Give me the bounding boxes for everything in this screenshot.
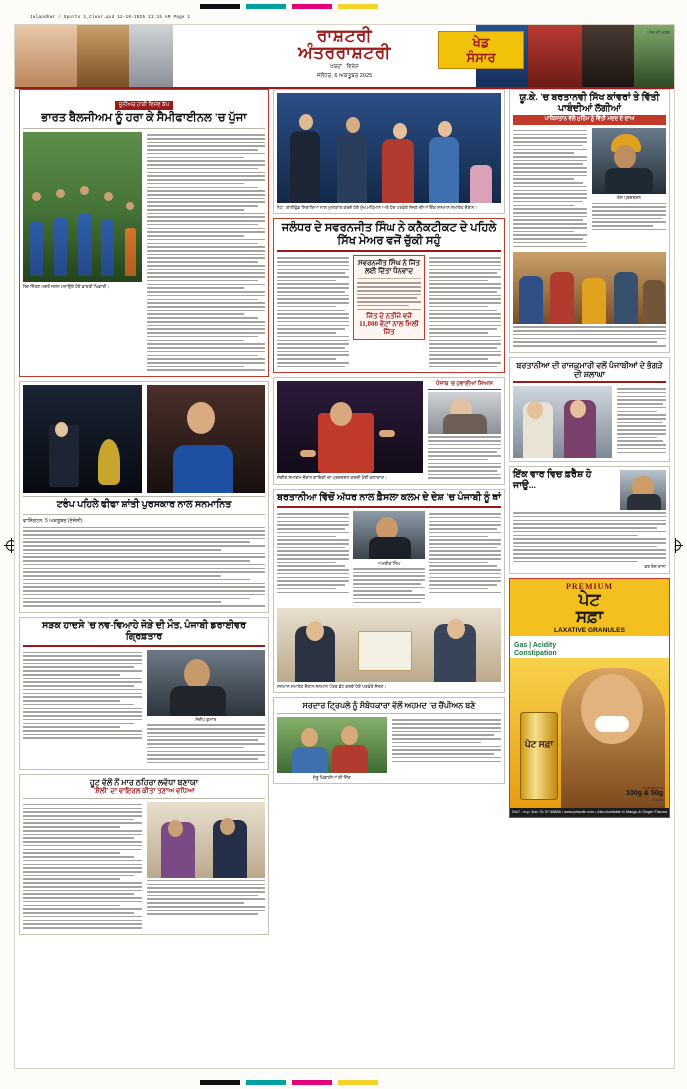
caption-certificate-presentation: ਸਨਮਾਨ ਸਮਾਰੋਹ ਦੌਰਾਨ ਸਨਮਾਨ ਪੱਤਰ ਭੇਂਟ ਕਰਦੇ ਹੋਏ ਪਤਵੰਤੇ ਸੱਜਣ। [277, 683, 387, 689]
print-bar-top [200, 4, 240, 9]
quote-body-mayor [357, 282, 421, 310]
masthead-photo-3 [129, 25, 173, 87]
caption-accused-driver: ਸੰਦੀਪ ਕੁਮਾਰ [195, 717, 217, 723]
ad-pack-size-sub: Packs [652, 796, 663, 802]
photo-princess-meeting [513, 386, 612, 458]
story-spotlight [509, 466, 670, 574]
photo-turbaned-man [592, 128, 666, 194]
story-uk-sanctions [509, 89, 670, 353]
story-fifa-peace-award [19, 381, 269, 612]
headline-uk-sanctions: ਯੂ.ਕੇ. 'ਚ ਬਰਤਾਨਵੀ ਸਿੱਖ ਕਾਂਵਰਾਂ ਤੇ ਵਿੱਤੀ ਪਾਬੰਦੀਆਂ ਲੱਗੀਆਂ [519, 93, 660, 114]
subhead-singer-side: ਪੰਜਾਬ 'ਚ ਹਵਾਈਆਂ ਸਿਆਸ [428, 381, 501, 390]
caption-official-portrait: ਅਮਰੀਕ ਸਿੰਘ [377, 560, 401, 566]
body-text-cricket-1 [23, 804, 142, 929]
caption-singer: ਸੰਗੀਤ ਸਮਾਗਮ ਦੌਰਾਨ ਗਾਇਕੀ ਦਾ ਪ੍ਰਦਰਸ਼ਨ ਕਰਦੀ ਹੋਈ ਕਲਾਕਾਰ। [277, 474, 387, 480]
photo-comedian [620, 470, 666, 510]
photo-certificate-presentation [277, 608, 501, 682]
column-right [509, 89, 670, 818]
masthead-title-line2: ਅੰਤਰਰਾਸ਼ਟਰੀ [298, 43, 391, 62]
headline-road-accident: ਸੜਕ ਹਾਦਸੇ 'ਚ ਨਵ-ਵਿਆਹੇ ਜੋੜੇ ਦੀ ਮੌਤ, ਪੰਜਾਬੀ ਡਰਾਈਵਰ ਗ੍ਰਿਫ਼ਤਾਰ [42, 620, 246, 642]
print-bar-top-4 [338, 4, 378, 9]
story-hockey-lead [19, 89, 269, 377]
masthead-date: ਜਲੰਧਰ, 6 ਅਕਤੂਬਰ 2025 [316, 73, 373, 79]
headline-sikh-mayor: ਜਲੰਧਰ ਦੇ ਸਵਰਨਜੀਤ ਸਿੰਘ ਨੇ ਕਨੈਕਟੀਕਟ ਦੇ ਪਹਿਲੇ ਸਿੱਖ ਮੇਅਰ ਵਜੋਂ ਚੁੱਕੀ ਸਹੁੰ [281, 221, 497, 248]
story-event-photo-top [273, 89, 505, 214]
masthead [15, 25, 674, 89]
body-text-hockey-1 [147, 134, 266, 371]
photo-award-ceremony [277, 93, 501, 203]
masthead-subtitle: ਖ਼ਬਰਾਂ . ਵਿਸ਼ੇਸ਼ [330, 64, 359, 70]
masthead-photo-2 [77, 25, 129, 87]
story-princess-bhangra [509, 357, 670, 462]
print-bar-bottom-4 [338, 1080, 378, 1085]
ad-header [510, 579, 669, 636]
page-sheet [14, 24, 675, 1069]
story-cricket-bottom [19, 774, 269, 935]
headline-cricket-bottom: ਹੂਟ ਵੱਲੋਂ ਨੌਂ ਮਾਰ ਠਹਿਰਾ ਲਵੱਧਾ ਬਣਾਯਾ [89, 777, 199, 787]
photo-couple [147, 802, 266, 878]
masthead-section-flag [438, 31, 524, 69]
ad-brand-line1: ਪੇਟ [578, 589, 601, 609]
print-bar-bottom [200, 1080, 240, 1085]
page-body [15, 89, 674, 1068]
caption-two-athletes: ਜੇਤੂ ਖਿਡਾਰੀਆਂ ਦੀ ਜਿੱਤ [312, 774, 351, 780]
masthead-title-line1: ਰਾਸ਼ਟਰੀ [316, 26, 373, 45]
print-bar-top-2 [246, 4, 286, 9]
body-text-mayor-1 [277, 257, 349, 367]
column-middle [273, 89, 505, 788]
ad-premium-label: PREMIUM [566, 581, 613, 591]
photo-singer [277, 381, 423, 473]
masthead-corner-note: ਅੱਜ ਦੀ ਖ਼ਬਰ [647, 30, 670, 35]
print-slug: Jalandhar / Sports 1_Clear.qxd 12-10-2025 11:15 AM Page 1 [30, 16, 191, 20]
photo-woman-portrait [147, 385, 266, 493]
print-bar-bottom-3 [292, 1080, 332, 1085]
body-text-mid-bottom [392, 719, 502, 762]
headline-mid-bottom: ਸਰਦਾਰ ਟ੍ਰਿਪਲੇ ਨੂੰ ਸੰਬੋਧਕਾਰਾ ਵੱਲੋਂ ਅਹਮਦ 'ਚ ਚੈਂਪੀਅਨ ਬਣੇ [302, 701, 476, 711]
dateline-fifa: ਵਾਸ਼ਿੰਗਟਨ, 5 ਅਕਤੂਬਰ (ਏਜੰਸੀ) [23, 518, 83, 525]
body-text-uk-2 [592, 203, 666, 231]
masthead-photo-1 [15, 25, 77, 87]
ad-benefit-line1: Gas | Acidity [514, 641, 557, 649]
headline-punjabi-language: ਬਰਤਾਨੀਆ ਵਿੱਚੋਂ ਅੱਧਰ ਨਾਲ ਫ਼ੈਸਲਾ ਕਲਮ ਦੇ ਦੇਸ਼ 'ਚ ਪੰਜਾਬੀ ਨੂੰ ਥਾਂ [277, 493, 501, 504]
photo-trump-podium [23, 385, 142, 493]
story-punjabi-language [273, 489, 505, 693]
kicker-junior-hockey: ਜੂਨੀਅਰ ਹਾਕੀ ਵਿਸ਼ਵ ਕੱਪ [115, 101, 173, 110]
body-text-singer-side [428, 436, 501, 479]
body-text-language-3 [429, 513, 501, 593]
masthead-flag-line2: ਸੰਸਾਰ [466, 50, 496, 65]
body-text-uk-3 [513, 326, 666, 346]
ad-pack-size-label: Available in [642, 784, 663, 790]
headline-princess-bhangra: ਬਰਤਾਨੀਆ ਦੀ ਰਾਜਕੁਮਾਰੀ ਵਲੋਂ ਪੰਜਾਬੀਆਂ ਦੇ ਭੰਗੜੇ ਦੀ ਸ਼ਲਾਘਾ [516, 360, 663, 379]
caption-protest: ਰੋਸ ਪ੍ਰਦਰਸ਼ਨ [617, 195, 641, 201]
ad-pack-size: 100g & 50g [626, 789, 663, 797]
masthead-photo-6 [582, 25, 634, 87]
caption-award-ceremony: ਨੋਟ : ਬਾਲੀਵੁੱਡ ਸਿਤਾਰਿਆਂ ਨਾਲ ਮੁਲਾਕਾਤ ਕਰਦੇ ਹੋਏ ਮੁੱਖ ਮਹਿਮਾਨ ਅਤੇ ਹੋਰ ਪਤਵੰਤੇ ਸੱਜਣ ਦੀਆਂ ਇੱਕ ਸਨਮਾਨ ਸਮਾਰੋਹ ਦੌਰਾਨ। [277, 204, 478, 210]
photo-accused-driver [147, 650, 266, 716]
quote-box-mayor [353, 255, 425, 340]
photo-official-portrait [353, 511, 425, 559]
print-bar-top-3 [292, 4, 332, 9]
body-text-princess [617, 388, 666, 453]
quote-highlight-mayor: ਜਿੱਤ ਦੇ ਨਤੀਜੇ ਵਜੋਂ 11,000 ਵੋਟਾਂ ਨਾਲ ਮਿਲੀ ਜਿੱਤ [359, 312, 419, 337]
caption-hockey: ਮੈਚ ਜਿੱਤਣ ਮਗਰੋਂ ਜਸ਼ਨ ਮਨਾਉਂਦੇ ਹੋਏ ਭਾਰਤੀ ਖਿਡਾਰੀ। [23, 283, 110, 289]
ad-subtitle: LAXATIVE GRANULES [554, 626, 625, 634]
advertisement-petsafa[interactable] [509, 578, 670, 818]
ad-brand-line2: ਸਫ਼ਾ [575, 606, 604, 626]
story-singer [273, 377, 505, 485]
byline-spotlight: ਵਰ ਰੋਜ਼ ਦਾਨਾ [644, 564, 666, 570]
masthead-flag-line1: ਖੇਡ [472, 35, 490, 50]
story-road-accident [19, 617, 269, 770]
headline-hockey: ਭਾਰਤ ਬੈਲਜੀਅਮ ਨੂੰ ਹਰਾ ਕੇ ਸੈਮੀਫਾਈਨਲ 'ਚ ਪੁੱਜਾ [41, 112, 247, 124]
masthead-photo-5 [528, 25, 582, 87]
ad-benefit-line2: Constipation [514, 649, 557, 657]
photo-elder-woman [428, 392, 501, 434]
story-sikh-mayor [273, 218, 505, 373]
redbar-uk-sanctions: ਪਾਕਿਸਤਾਨ ਵੱਲੋਂ ਮੁਹਿੰਮ ਨੂੰ ਵਿੱਤੀ ਮਦਦ ਦੇ ਦਾਅ [513, 115, 666, 125]
body-text-accident-2 [147, 724, 266, 763]
quote-title-mayor: ਸਵਰਨਜੀਤ ਸਿੰਘ ਨੇ ਜਿੱਤ ਲਈ ਦਿੱਤਾ ਧੰਨਵਾਦ [358, 259, 420, 276]
photo-hockey-team [23, 132, 142, 282]
photo-crowd-march [513, 252, 666, 324]
column-left [19, 89, 269, 939]
story-mid-bottom [273, 697, 505, 784]
body-text-language-1 [277, 513, 349, 593]
photo-two-athletes [277, 717, 387, 773]
body-text-uk-1 [513, 130, 587, 247]
body-text-spotlight [513, 512, 666, 562]
headline-spotlight: ਇੱਕ ਵਾਰ ਵਿਚ ਫ਼ਰੈੱਸ਼ ਹੋ ਜਾਉ... [513, 470, 592, 492]
body-text-cricket-2 [147, 880, 266, 915]
print-bar-bottom-2 [246, 1080, 286, 1085]
body-text-accident-1 [23, 652, 142, 739]
body-text-mayor-2 [429, 257, 501, 367]
subhead-cricket-bottom: 'ਸ਼ੈਲੀ' ਦਾ ਵਾਇਰਲ ਕੀਤਾ ਤਣਾਅ ਵਧਿਆ [93, 786, 195, 795]
body-text-language-2 [353, 568, 425, 603]
ad-footer: 24x7 : m.p. line: 01 57 88888 • www.petsafe.com • Also Available in Mango & Ginger Flavour [510, 808, 669, 817]
ad-illustration [510, 658, 669, 808]
headline-fifa-peace-award: ਟਰੰਪ ਪਹਿਲੇ ਫੀਫਾ ਸ਼ਾਂਤੀ ਪੁਰਸਕਾਰ ਨਾਲ ਸਨਮਾਨਿਤ [56, 500, 232, 511]
ad-pack-text: ਪੇਟ ਸਫ਼ਾ [524, 738, 554, 749]
ad-product-pack [520, 712, 558, 800]
body-text-fifa [23, 527, 265, 607]
